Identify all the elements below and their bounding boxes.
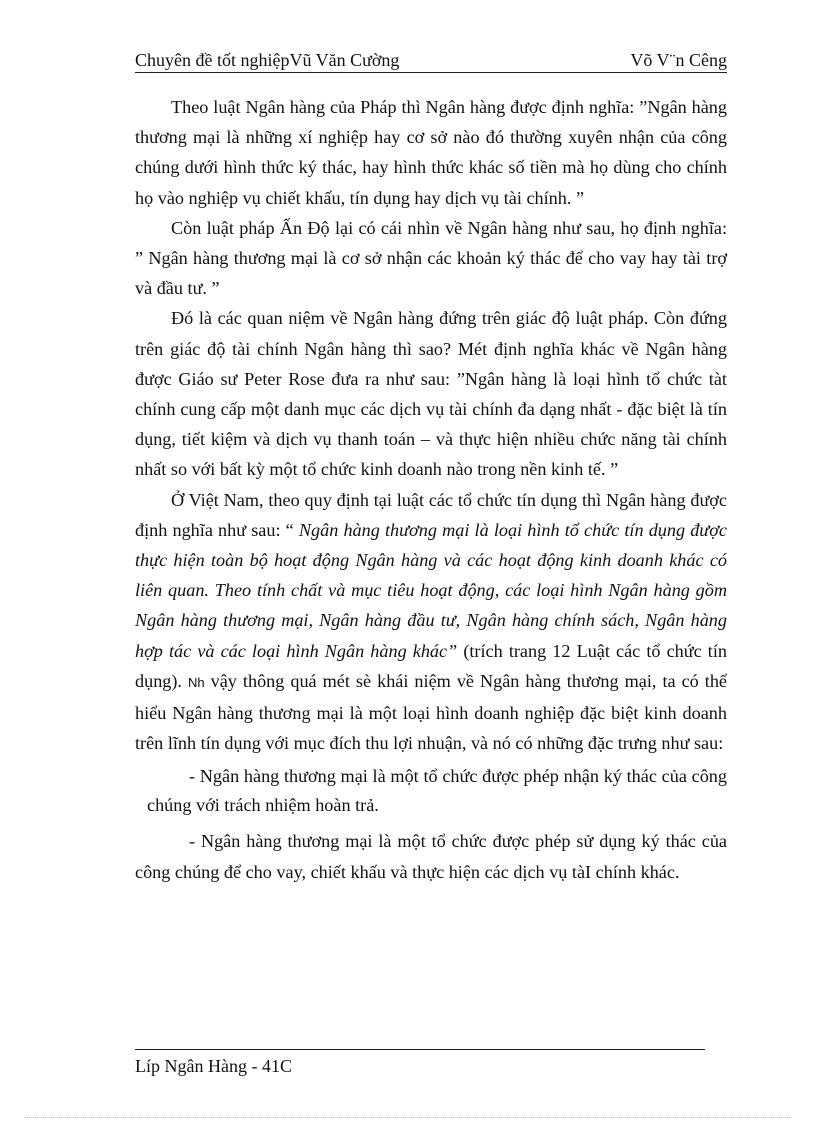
page-footer: Líp Ngân Hàng - 41C xyxy=(135,1056,292,1076)
vietnam-intro-text: Ở Việt Nam, theo quy định tại luật các tổ chức tín dụng thì Ngân hàng được định nghĩa như sau: “ xyxy=(135,489,727,540)
paragraph-india-definition: Còn luật pháp Ấn Độ lại có cái nhìn về Ngân hàng như sau, họ định nghĩa: ” Ngân hàng thương mại là cơ sở nhận các khoản ký thác để cho vay hay tài trợ và đầu tư. ” xyxy=(135,217,727,299)
header-right-author: Võ V¨n Cêng xyxy=(630,50,727,70)
paragraph-vietnam-definition xyxy=(135,485,727,759)
vietnam-law-quote: Ngân hàng thương mại là loại hình tổ chức tín dụng được thực hiện toàn bộ hoạt động Ngân hàng và các hoạt động kinh doanh khác có liên quan. Theo tính chất và mục tiêu hoạt động, các loại hình Ngân hàng gồm Ngân hàng thương mại, Ngân hàng đầu tư, Ngân hàng chính sách, Ngân hàng hợp tác và các loại hình Ngân hàng khác” xyxy=(135,519,728,661)
vietnam-conclusion-text: vậy thông quá mét sè khái niệm về Ngân hàng thương mại, ta có thể hiểu Ngân hàng thương mại là một loại hình doanh nghiệp đặc biệt kinh doanh trên lĩnh tín dụng với mục đích thu lợi nhuận, và nó có những đặc trưng như sau: xyxy=(135,670,727,754)
page-header xyxy=(135,48,727,73)
vietnam-citation: (trích trang 12 Luật các tổ chức tín dụng). xyxy=(135,640,727,691)
bullet-deposit-taking: - Ngân hàng thương mại là một tổ chức được phép nhận ký thác của công chúng với trách nhiệm hoàn trả. xyxy=(147,766,727,816)
bullet-lending-services: - Ngân hàng thương mại là một tổ chức được phép sử dụng ký thác của công chúng để cho vay, chiết khấu và thực hiện các dịch vụ tàI chính khác. xyxy=(135,831,727,882)
garbled-nh-text: Nh xyxy=(188,674,205,690)
paragraph-france-definition: Theo luật Ngân hàng của Pháp thì Ngân hàng được định nghĩa: ”Ngân hàng thương mại là những xí nghiệp hay cơ sở nào đó thường xuyên nhận của công chúng dưới hình thức ký thác, hay hình thức khác số tiền mà họ dùng cho chính họ vào nghiệp vụ chiết khấu, tín dụng hay dịch vụ tài chính. ” xyxy=(135,97,727,208)
paragraph-peter-rose-definition: Đó là các quan niệm về Ngân hàng đứng trên giác độ luật pháp. Còn đứng trên giác độ tài chính Ngân hàng thì sao? Mét định nghĩa khác về Ngân hàng được Giáo sư Peter Rose đưa ra như sau: ”Ngân hàng là loại hình tổ chức tàt chính cung cấp một danh mục các dịch vụ tài chính đa dạng nhất - đặc biệt là tín dụng, tiết kiệm và dịch vụ thanh toán – và thực hiện nhiều chức năng tài chính nhất so với bất kỳ một tổ chức kinh doanh nào trong nền kinh tế. ” xyxy=(135,308,727,480)
page-edge-divider xyxy=(24,1117,792,1118)
document-body xyxy=(135,92,727,887)
footer-divider xyxy=(135,1049,705,1050)
header-left-title: Chuyên đề tốt nghiệpVũ Văn Cường xyxy=(135,50,400,70)
